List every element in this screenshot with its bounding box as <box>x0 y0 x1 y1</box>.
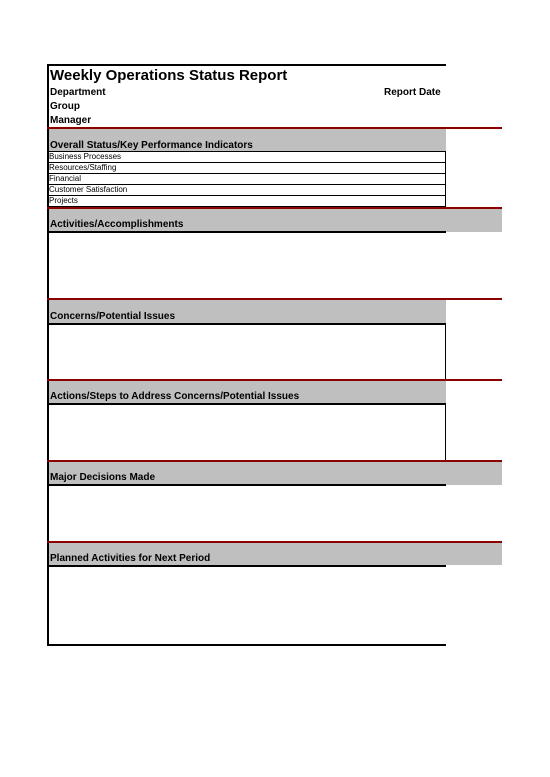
actions-section-title: Actions/Steps to Address Concerns/Potential Issues <box>50 391 300 402</box>
bottom-border <box>47 644 446 646</box>
activities-content-area[interactable] <box>49 233 446 298</box>
decisions-content-area[interactable] <box>49 486 446 541</box>
group-label: Group <box>50 101 80 112</box>
report-date-label: Report Date <box>384 87 441 98</box>
kpi-row: Customer Satisfaction <box>47 185 445 196</box>
manager-label: Manager <box>50 115 92 126</box>
kpi-row: Financial <box>47 174 445 185</box>
kpi-row: Resources/Staffing <box>47 163 445 174</box>
decisions-section-title: Major Decisions Made <box>50 472 156 483</box>
activities-section-title: Activities/Accomplishments <box>50 219 184 230</box>
kpi-row: Projects <box>49 196 78 205</box>
title-top-border <box>47 64 446 66</box>
kpi-section-title: Overall Status/Key Performance Indicators <box>50 140 253 151</box>
department-label: Department <box>50 87 106 98</box>
kpi-table <box>47 151 446 207</box>
kpi-row: Business Processes <box>47 152 445 163</box>
planned-section-title: Planned Activities for Next Period <box>50 553 211 564</box>
concerns-content-box[interactable] <box>47 323 446 379</box>
report-title: Weekly Operations Status Report <box>50 67 288 84</box>
planned-content-area[interactable] <box>49 567 446 644</box>
concerns-section-title: Concerns/Potential Issues <box>50 311 176 322</box>
actions-content-box[interactable] <box>47 403 446 460</box>
